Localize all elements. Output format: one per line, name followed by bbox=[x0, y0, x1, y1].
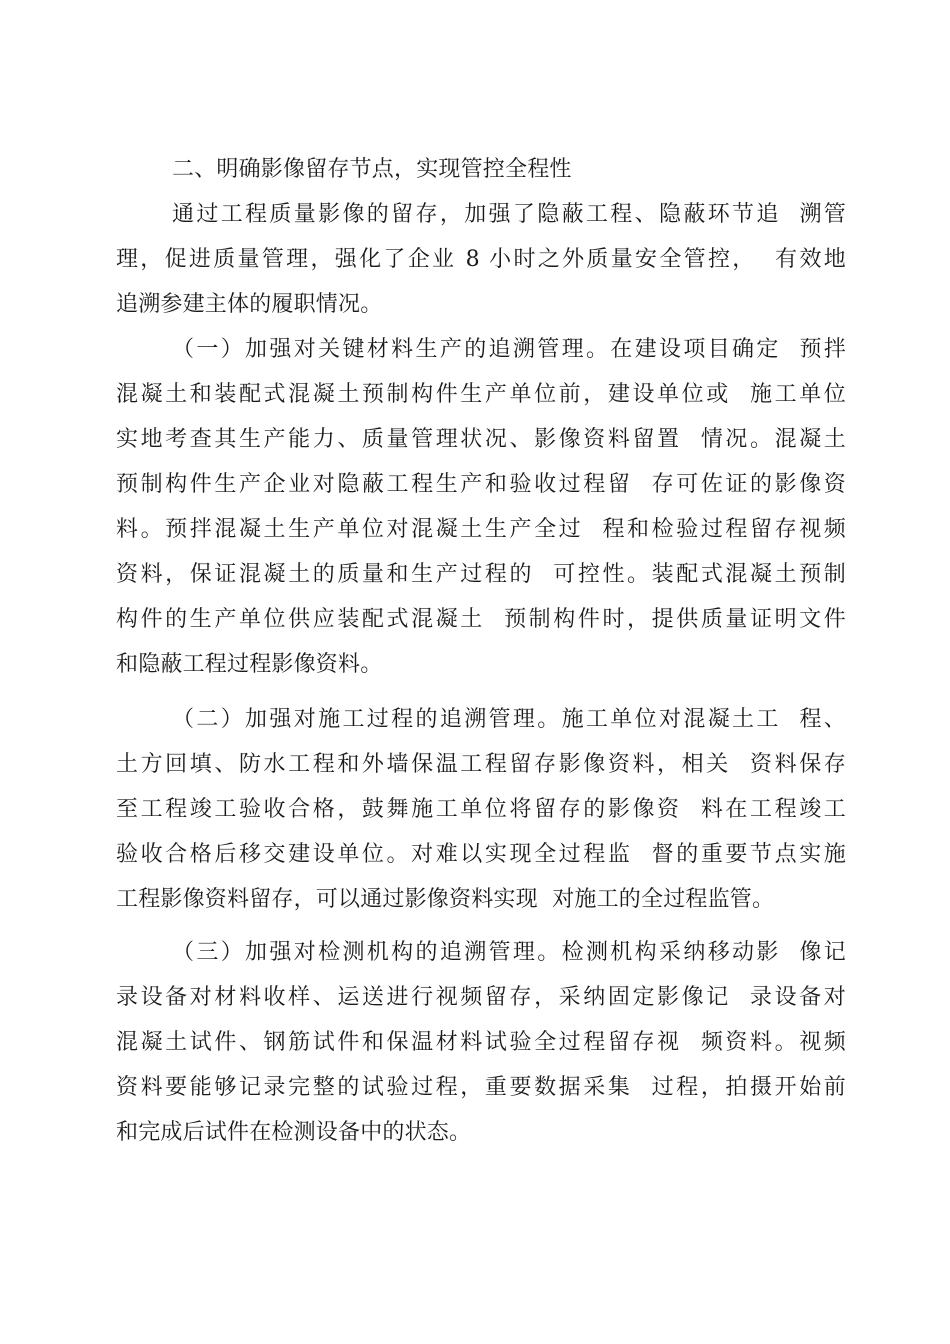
paragraph-line: 和完成后试件在检测设备中的状态。 bbox=[116, 1120, 472, 1145]
paragraph-line: （一）加强对关键材料生产的追溯管理。在建设项目确定 预拌 bbox=[172, 337, 846, 362]
paragraph-intro bbox=[116, 192, 846, 327]
section-heading: 二、明确影像留存节点，实现管控全程性 bbox=[172, 157, 572, 182]
paragraph-line: （二）加强对施工过程的追溯管理。施工单位对混凝土工 程、 bbox=[172, 707, 846, 732]
paragraph-line: 追溯参建主体的履职情况。 bbox=[116, 292, 383, 317]
paragraph-construction bbox=[116, 697, 846, 922]
paragraph-line: 预制构件生产企业对隐蔽工程生产和验收过程留 存可佐证的影像资 bbox=[116, 472, 846, 497]
paragraph-line: 混凝土试件、钢筋试件和保温材料试验全过程留存视 频资料。视频 bbox=[116, 1030, 846, 1055]
paragraph-line: 和隐蔽工程过程影像资料。 bbox=[116, 652, 383, 677]
paragraph-line: 录设备对材料收样、运送进行视频留存，采纳固定影像记 录设备对 bbox=[116, 985, 846, 1010]
paragraph-line: （三）加强对检测机构的追溯管理。检测机构采纳移动影 像记 bbox=[172, 940, 846, 965]
paragraph-line: 至工程竣工验收合格，鼓舞施工单位将留存的影像资 料在工程竣工 bbox=[116, 797, 846, 822]
section-heading-block bbox=[116, 147, 846, 192]
paragraph-line: 理，促进质量管理，强化了企业 8 小时之外质量安全管控， 有效地 bbox=[116, 247, 846, 272]
paragraph-materials bbox=[116, 327, 846, 687]
paragraph-line: 实地考查其生产能力、质量管理状况、影像资料留置 情况。混凝土 bbox=[116, 427, 846, 452]
paragraph-line: 资料，保证混凝土的质量和生产过程的 可控性。装配式混凝土预制 bbox=[116, 562, 846, 587]
paragraph-line: 料。预拌混凝土生产单位对混凝土生产全过 程和检验过程留存视频 bbox=[116, 517, 846, 542]
paragraph-line: 构件的生产单位供应装配式混凝土 预制构件时，提供质量证明文件 bbox=[116, 607, 846, 632]
paragraph-line: 土方回填、防水工程和外墙保温工程留存影像资料，相关 资料保存 bbox=[116, 752, 846, 777]
paragraph-line: 通过工程质量影像的留存，加强了隐蔽工程、隐蔽环节追 溯管 bbox=[172, 202, 846, 227]
paragraph-line: 混凝土和装配式混凝土预制构件生产单位前，建设单位或 施工单位 bbox=[116, 382, 846, 407]
paragraph-line: 资料要能够记录完整的试验过程，重要数据采集 过程，拍摄开始前 bbox=[116, 1075, 846, 1100]
paragraph-line: 验收合格后移交建设单位。对难以实现全过程监 督的重要节点实施 bbox=[116, 842, 846, 867]
paragraph-testing bbox=[116, 930, 846, 1155]
paragraph-line: 工程影像资料留存，可以通过影像资料实现 对施工的全过程监管。 bbox=[116, 887, 775, 912]
